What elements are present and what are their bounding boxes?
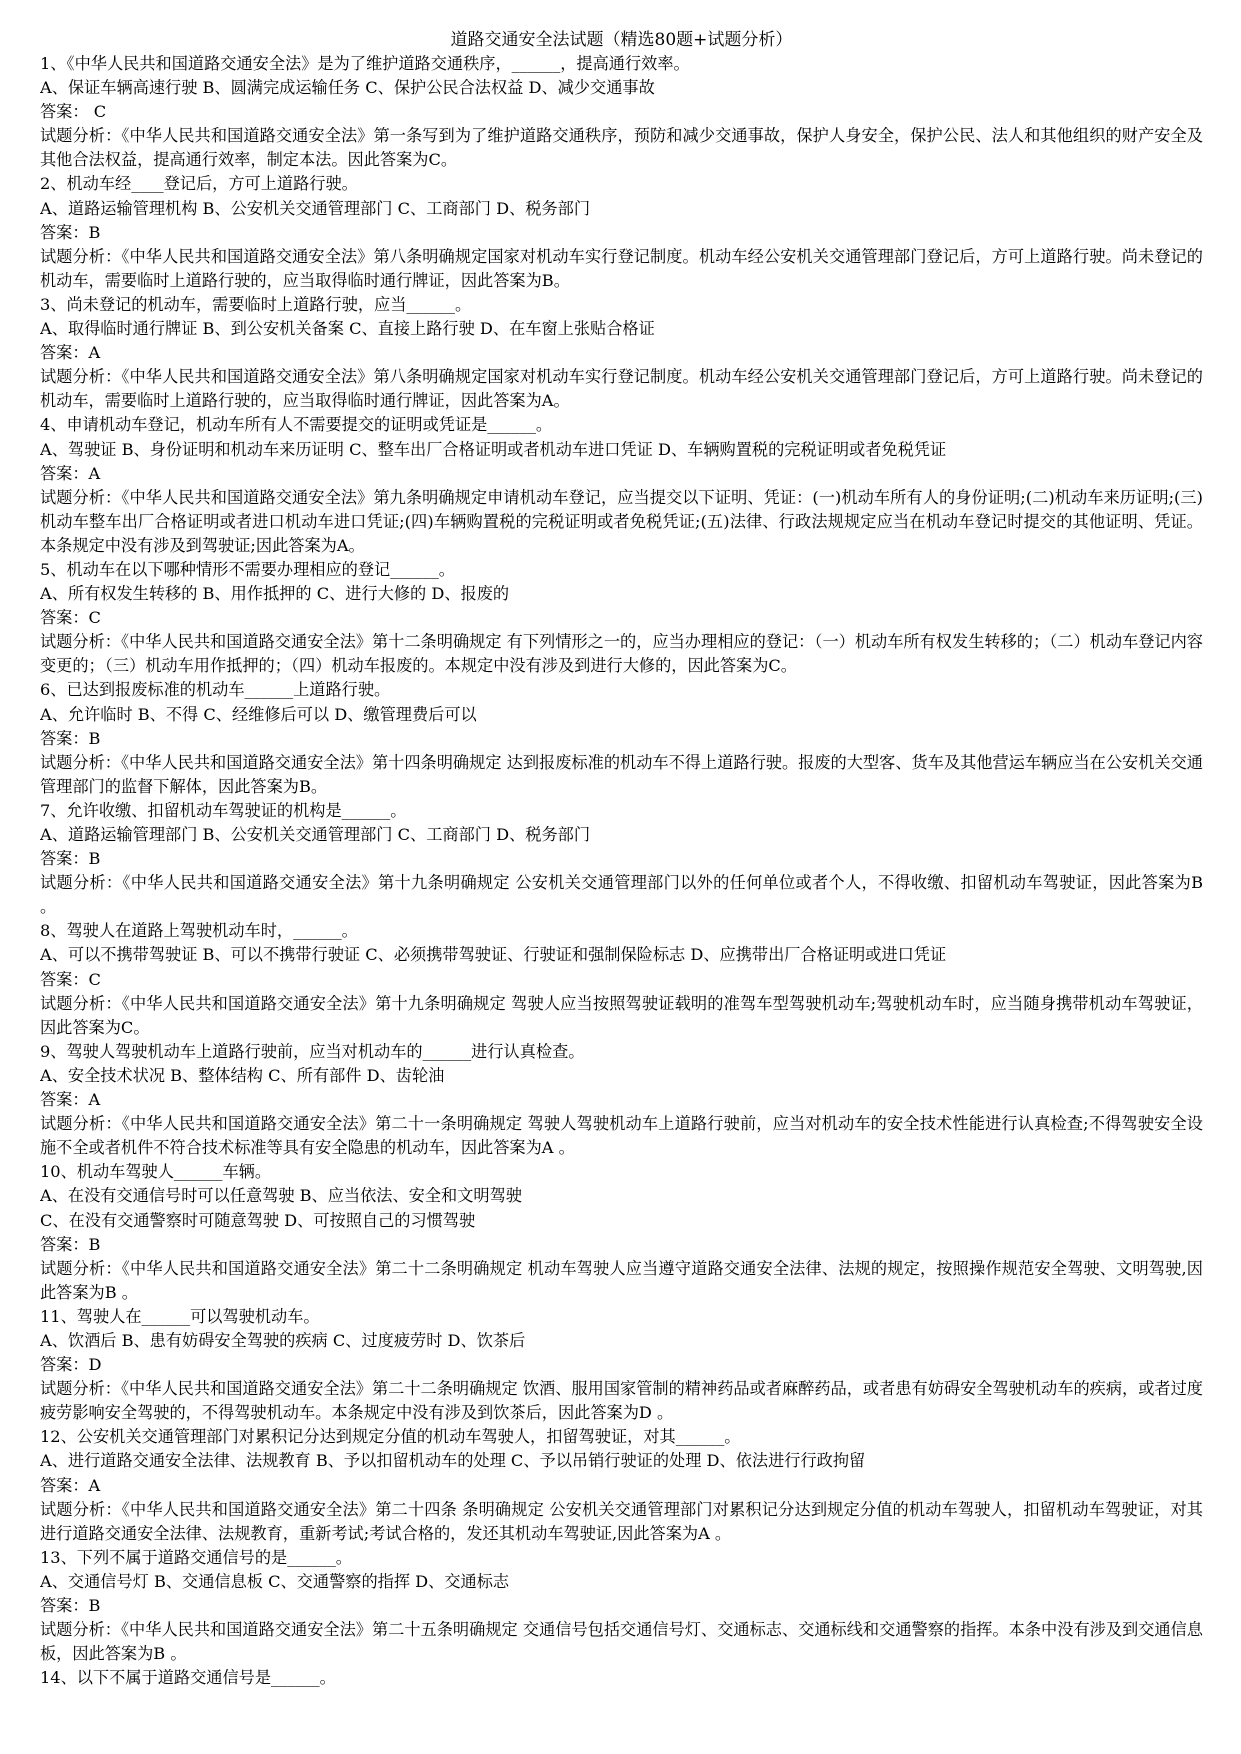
question-text: 11、驾驶人在______可以驾驶机动车。 bbox=[40, 1306, 320, 1326]
answer-options: A、在没有交通信号时可以任意驾驶 B、应当依法、安全和文明驾驶 bbox=[40, 1186, 522, 1206]
question-text: 9、驾驶人驾驶机动车上道路行驶前，应当对机动车的______进行认真检查。 bbox=[40, 1041, 585, 1061]
answer-options: A、饮酒后 B、患有妨碍安全驾驶的疾病 C、过度疲劳时 D、饮茶后 bbox=[40, 1330, 526, 1350]
answer-text: 答案：B bbox=[40, 849, 101, 869]
question-text: 12、公安机关交通管理部门对累积记分达到规定分值的机动车驾驶人，扣留驾驶证，对其______。 bbox=[40, 1427, 741, 1447]
answer-options: A、驾驶证 B、身份证明和机动车来历证明 C、整车出厂合格证明或者机动车进口凭证 D、车辆购置税的完税证明或者免税凭证 bbox=[40, 439, 947, 459]
analysis-text: 试题分析：《中华人民共和国道路交通安全法》第十九条明确规定 驾驶人应当按照驾驶证载明的准驾车型驾驶机动车;驾驶机动车时，应当随身携带机动车驾驶证，因此答案为C。 bbox=[40, 993, 1203, 1037]
answer-options: A、交通信号灯 B、交通信息板 C、交通警察的指挥 D、交通标志 bbox=[40, 1571, 510, 1591]
answer-text: 答案：D bbox=[40, 1355, 102, 1375]
question-text: 4、申请机动车登记，机动车所有人不需要提交的证明或凭证是______。 bbox=[40, 415, 553, 435]
analysis-text: 试题分析：《中华人民共和国道路交通安全法》第二十二条明确规定 机动车驾驶人应当遵守道路交通安全法律、法规的规定，按照操作规范安全驾驶、文明驾驶,因此答案为B 。 bbox=[40, 1258, 1203, 1302]
analysis-text: 试题分析：《中华人民共和国道路交通安全法》第八条明确规定国家对机动车实行登记制度。机动车经公安机关交通管理部门登记后，方可上道路行驶。尚未登记的机动车，需要临时上道路行驶的，应当取得临时通行牌证，因此答案为B。 bbox=[40, 246, 1203, 290]
question-text: 13、下列不属于道路交通信号的是______。 bbox=[40, 1547, 352, 1567]
analysis-text: 试题分析：《中华人民共和国道路交通安全法》第二十四条 条明确规定 公安机关交通管理部门对累积记分达到规定分值的机动车驾驶人，扣留机动车驾驶证，对其进行道路交通安全法律、法规教育，重新考试;考试合格的，发还其机动车驾驶证,因此答案为A 。 bbox=[40, 1499, 1203, 1543]
question-text: 5、机动车在以下哪种情形不需要办理相应的登记______。 bbox=[40, 559, 455, 579]
answer-text: 答案：A bbox=[40, 463, 101, 483]
analysis-text: 试题分析：《中华人民共和国道路交通安全法》第八条明确规定国家对机动车实行登记制度。机动车经公安机关交通管理部门登记后，方可上道路行驶。尚未登记的机动车，需要临时上道路行驶的，应当取得临时通行牌证，因此答案为A。 bbox=[40, 367, 1203, 411]
answer-text: 答案：B bbox=[40, 1234, 101, 1254]
answer-text: 答案：A bbox=[40, 1475, 101, 1495]
question-block bbox=[40, 1546, 1203, 1666]
answer-options: A、道路运输管理部门 B、公安机关交通管理部门 C、工商部门 D、税务部门 bbox=[40, 825, 591, 844]
analysis-text: 试题分析：《中华人民共和国道路交通安全法》第十九条明确规定 公安机关交通管理部门以外的任何单位或者个人，不得收缴、扣留机动车驾驶证，因此答案为B 。 bbox=[40, 873, 1203, 917]
answer-options: A、取得临时通行牌证 B、到公安机关备案 C、直接上路行驶 D、在车窗上张贴合格证 bbox=[40, 319, 655, 339]
question-block bbox=[40, 919, 1203, 1039]
question-text: 7、允许收缴、扣留机动车驾驶证的机构是______。 bbox=[40, 800, 407, 820]
answer-options: A、可以不携带驾驶证 B、可以不携带行驶证 C、必须携带驾驶证、行驶证和强制保险标志 D、应携带出厂合格证明或进口凭证 bbox=[40, 945, 947, 965]
analysis-text: 试题分析：《中华人民共和国道路交通安全法》第九条明确规定申请机动车登记，应当提交以下证明、凭证：(一)机动车所有人的身份证明;(二)机动车来历证明;(三)机动车整车出厂合格证明或者进口机动车进口凭证;(四)车辆购置税的完税证明或者免税凭证;(五)法律、行政法规规定应当在机动车登记时提交的其他证明、凭证。本条规定中没有涉及到驾驶证;因此答案为A。 bbox=[40, 487, 1203, 555]
question-block bbox=[40, 293, 1203, 413]
document-title: 道路交通安全法试题（精选80题+试题分析） bbox=[450, 30, 793, 50]
question-block bbox=[40, 1160, 1203, 1305]
answer-text: 答案： C bbox=[40, 102, 107, 122]
question-block bbox=[40, 1425, 1203, 1545]
answer-text: 答案：B bbox=[40, 222, 101, 242]
question-text: 14、以下不属于道路交通信号是______。 bbox=[40, 1668, 336, 1688]
answer-text: 答案：B bbox=[40, 728, 101, 748]
answer-text: 答案：A bbox=[40, 1090, 101, 1110]
question-block bbox=[40, 799, 1203, 919]
answer-options: A、允许临时 B、不得 C、经维修后可以 D、缴管理费后可以 bbox=[40, 704, 477, 724]
analysis-text: 试题分析：《中华人民共和国道路交通安全法》第二十五条明确规定 交通信号包括交通信号灯、交通标志、交通标线和交通警察的指挥。本条中没有涉及到交通信息板，因此答案为B 。 bbox=[40, 1620, 1203, 1664]
answer-options: A、安全技术状况 B、整体结构 C、所有部件 D、齿轮油 bbox=[40, 1065, 445, 1085]
analysis-text: 试题分析：《中华人民共和国道路交通安全法》第二十二条明确规定 饮酒、服用国家管制的精神药品或者麻醉药品，或者患有妨碍安全驾驶机动车的疾病，或者过度疲劳影响安全驾驶的，不得驾驶机动车。本条规定中没有涉及到饮茶后，因此答案为D 。 bbox=[40, 1379, 1203, 1423]
question-block bbox=[40, 413, 1203, 558]
analysis-text: 试题分析：《中华人民共和国道路交通安全法》第一条写到为了维护道路交通秩序，预防和减少交通事故，保护人身安全，保护公民、法人和其他组织的财产安全及其他合法权益，提高通行效率，制定本法。因此答案为C。 bbox=[40, 126, 1203, 170]
question-block bbox=[40, 678, 1203, 798]
answer-options: C、在没有交通警察时可随意驾驶 D、可按照自己的习惯驾驶 bbox=[40, 1210, 476, 1230]
answer-text: 答案：B bbox=[40, 1596, 101, 1615]
question-text: 3、尚未登记的机动车，需要临时上道路行驶，应当______。 bbox=[40, 294, 472, 314]
answer-text: 答案：A bbox=[40, 343, 101, 363]
question-block bbox=[40, 1305, 1203, 1425]
analysis-text: 试题分析：《中华人民共和国道路交通安全法》第十二条明确规定 有下列情形之一的，应当办理相应的登记：（一）机动车所有权发生转移的；（二）机动车登记内容变更的；（三）机动车用作抵押的；（四）机动车报废的。本规定中没有涉及到进行大修的，因此答案为C。 bbox=[40, 632, 1203, 676]
question-text: 2、机动车经____登记后，方可上道路行驶。 bbox=[40, 174, 358, 194]
analysis-text: 试题分析：《中华人民共和国道路交通安全法》第二十一条明确规定 驾驶人驾驶机动车上道路行驶前，应当对机动车的安全技术性能进行认真检查;不得驾驶安全设施不全或者机件不符合技术标准等具有安全隐患的机动车，因此答案为A 。 bbox=[40, 1114, 1203, 1158]
question-block bbox=[40, 1040, 1203, 1160]
question-block bbox=[40, 1666, 1203, 1690]
question-text: 8、驾驶人在道路上驾驶机动车时，______。 bbox=[40, 921, 358, 941]
analysis-text: 试题分析：《中华人民共和国道路交通安全法》第十四条明确规定 达到报废标准的机动车不得上道路行驶。报废的大型客、货车及其他营运车辆应当在公安机关交通管理部门的监督下解体，因此答案为B。 bbox=[40, 752, 1203, 796]
question-text: 10、机动车驾驶人______车辆。 bbox=[40, 1162, 272, 1182]
answer-options: A、保证车辆高速行驶 B、圆满完成运输任务 C、保护公民合法权益 D、减少交通事故 bbox=[40, 78, 655, 98]
answer-options: A、进行道路交通安全法律、法规教育 B、予以扣留机动车的处理 C、予以吊销行驶证的处理 D、依法进行行政拘留 bbox=[40, 1451, 866, 1471]
question-block bbox=[40, 558, 1203, 678]
answer-text: 答案：C bbox=[40, 969, 101, 989]
question-text: 6、已达到报废标准的机动车______上道路行驶。 bbox=[40, 680, 391, 700]
answer-text: 答案：C bbox=[40, 608, 101, 628]
answer-options: A、道路运输管理机构 B、公安机关交通管理部门 C、工商部门 D、税务部门 bbox=[40, 198, 591, 218]
question-block bbox=[40, 52, 1203, 172]
question-block bbox=[40, 172, 1203, 292]
document-body bbox=[40, 52, 1203, 1690]
answer-options: A、所有权发生转移的 B、用作抵押的 C、进行大修的 D、报废的 bbox=[40, 584, 510, 604]
question-text: 1、《中华人民共和国道路交通安全法》是为了维护道路交通秩序，______，提高通行效率。 bbox=[40, 54, 690, 73]
